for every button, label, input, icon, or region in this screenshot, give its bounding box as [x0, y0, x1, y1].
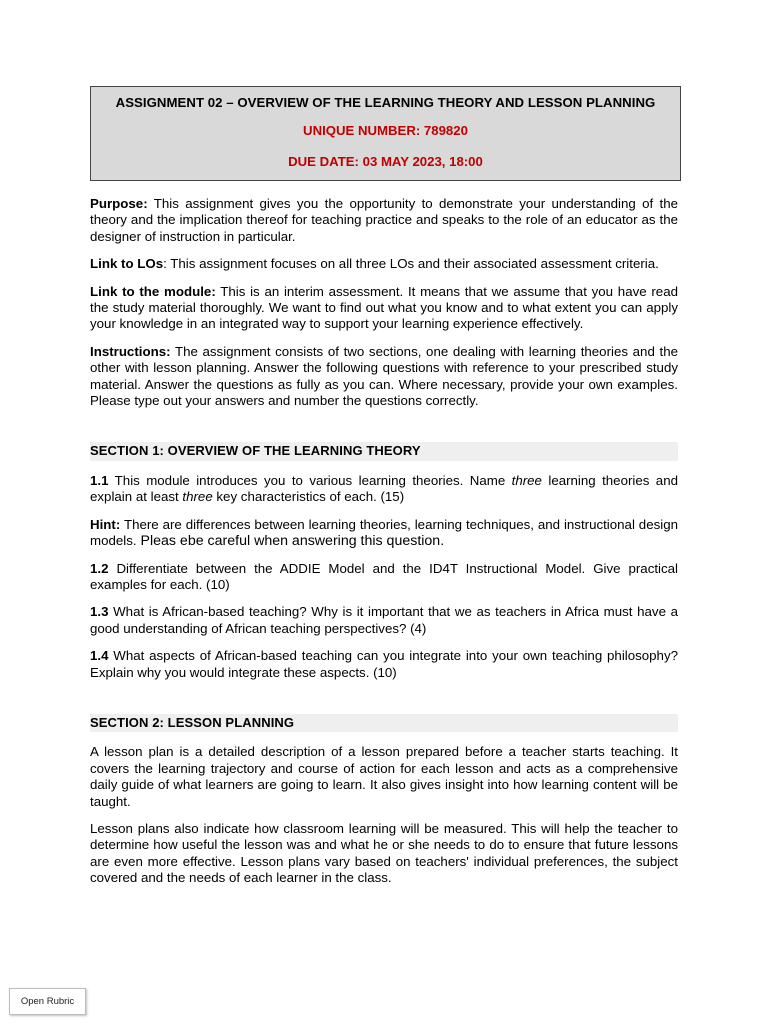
los-label: Link to LOs	[90, 256, 164, 272]
question-1-4	[90, 648, 678, 681]
question-1-2	[90, 561, 678, 594]
module-text: This is an interim assessment. It means that we assume that you have read the study material thoroughly. We want to find out what you know and to what extent you can apply your knowledge in an integrated way to support your learning experience effectively.	[90, 283, 678, 332]
purpose-paragraph	[90, 196, 678, 245]
lesson-plan-paragraph-1: A lesson plan is a detailed description of a lesson prepared before a teacher starts teaching. It covers the learning trajectory and course of action for each lesson and acts as a comprehensive daily guide of what learners are going to learn. It also gives insight into how learning content will be taught.	[90, 744, 678, 809]
purpose-label: Purpose:	[90, 196, 148, 211]
question-text: What is African-based teaching? Why is it important that we as teachers in Africa must have a good understanding of African teaching perspectives? (4)	[90, 604, 678, 636]
open-rubric-button[interactable]: Open Rubric	[9, 988, 86, 1015]
question-text: This module introduces you to various learning theories. Name	[108, 472, 512, 488]
instructions-label: Instructions:	[90, 343, 171, 359]
los-paragraph	[90, 256, 678, 272]
spacer	[90, 692, 678, 714]
emphasis-text: three	[511, 472, 542, 488]
instructions-paragraph	[90, 344, 678, 410]
question-text: Differentiate between the ADDIE Model and the ID4T Instructional Model. Give practical examples for each. (10)	[90, 560, 678, 592]
question-text: learning theories and explain at least	[90, 472, 678, 505]
question-number: 1.4	[90, 648, 109, 664]
question-number: 1.3	[90, 604, 109, 620]
emphasis-text: three	[182, 489, 213, 505]
assignment-title: ASSIGNMENT 02 – OVERVIEW OF THE LEARNING THEORY AND LESSON PLANNING	[115, 95, 656, 110]
instructions-text: The assignment consists of two sections, one dealing with learning theories and the other with lesson planning. Answer the following questions with reference to your prescribed study material. Answer the questions as fully as you can. Where necessary, provide your own examples. Please type out your answers and number the questions correctly.	[90, 343, 678, 409]
unique-number: UNIQUE NUMBER: 789820	[303, 123, 468, 138]
assignment-body	[90, 196, 678, 898]
purpose-text: This assignment gives you the opportunity to demonstrate your understanding of the theory and the implication thereof for teaching practice and speaks to the role of an educator as the designer of instruction in particular.	[90, 196, 678, 244]
module-paragraph	[90, 284, 678, 333]
question-number: 1.2	[90, 560, 109, 576]
due-date: DUE DATE: 03 MAY 2023, 18:00	[288, 154, 483, 169]
section-2-heading: SECTION 2: LESSON PLANNING	[90, 714, 678, 732]
question-1-1	[90, 473, 678, 506]
question-text: key characteristics of each. (15)	[212, 489, 405, 505]
question-text: What aspects of African-based teaching can you integrate into your own teaching philosophy? Explain why you would integrate these aspects. (10)	[90, 648, 678, 680]
los-text: : This assignment focuses on all three LOs and their associated assessment criteria.	[163, 256, 659, 272]
lesson-plan-paragraph-2: Lesson plans also indicate how classroom learning will be measured. This will help the teacher to determine how useful the lesson was and what he or she needs to do to ensure that future lessons are even more effective. Lesson plans vary based on teachers' individual preferences, the subject covered and the needs of each learner in the class.	[90, 820, 678, 886]
hint-text: There are differences between learning theories, learning techniques, and instructional design models.	[90, 516, 678, 549]
hint-label: Hint:	[90, 516, 121, 532]
spacer	[90, 420, 678, 442]
section-1-heading: SECTION 1: OVERVIEW OF THE LEARNING THEORY	[90, 442, 678, 460]
module-label: Link to the module:	[90, 283, 216, 299]
hint-extra-text: Pleas ebe careful when answering this question.	[136, 533, 445, 550]
hint-paragraph	[90, 517, 678, 550]
question-number: 1.1	[90, 472, 109, 488]
assignment-header-box	[90, 86, 681, 181]
question-1-3	[90, 604, 678, 637]
